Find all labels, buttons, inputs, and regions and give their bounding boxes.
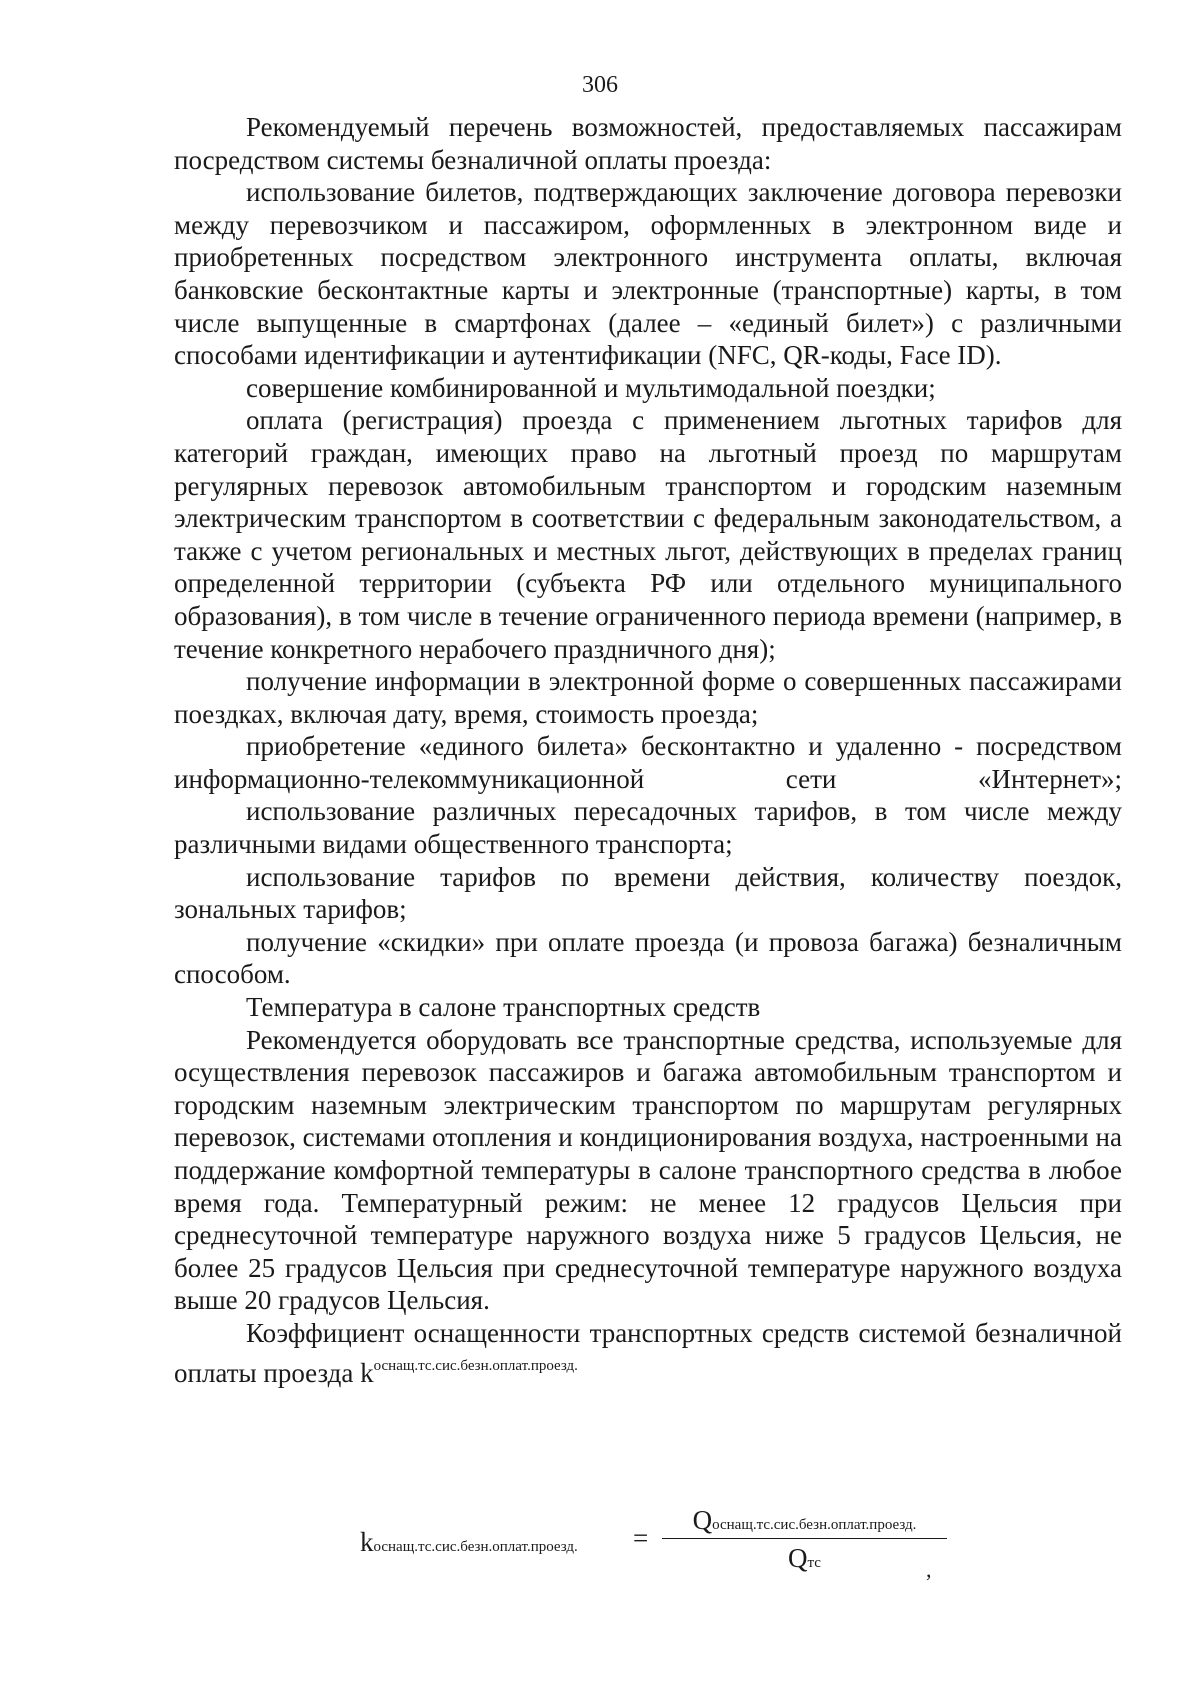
formula-lhs-subscript: оснащ.тс.сис.безн.оплат.проезд. bbox=[373, 1539, 578, 1555]
formula-fraction bbox=[662, 1505, 947, 1574]
formula-denominator-symbol: Q bbox=[788, 1543, 808, 1573]
paragraph-preferential-fares: оплата (регистрация) проезда с применением льготных тарифов для категорий граждан, имеющих право на льготный проезд по маршрутам регулярных перевозок автомобильным транспортом и городским наземным электрическим транспортом в соответствии с федеральным законодательством, а также с учетом региональных и местных льгот, действующих в пределах границ определенной территории (субъекта РФ или отдельного муниципального образования), в том числе в течение ограниченного периода времени (например, в течение конкретного нерабочего праздничного дня); bbox=[174, 405, 1122, 664]
coefficient-symbol: k bbox=[360, 1357, 374, 1388]
section-heading-temperature: Температура в салоне транспортных средств bbox=[246, 992, 761, 1023]
formula-denominator-subscript: тс bbox=[807, 1555, 821, 1571]
body-text bbox=[174, 111, 1122, 1389]
paragraph-discount: получение «скидки» при оплате проезда (и провоза багажа) безналичным способом. bbox=[174, 926, 1122, 990]
coefficient-symbol-subscript: оснащ.тс.сис.безн.оплат.проезд. bbox=[373, 1357, 578, 1374]
formula-denominator bbox=[662, 1543, 947, 1574]
coefficient-formula bbox=[360, 1505, 960, 1585]
paragraph-single-ticket: использование билетов, подтверждающих заключение договора перевозки между перевозчиком и пассажиром, оформленных в электронном виде и приобретенных посредством электронного инструмента оплаты, включая банковские бесконтактные карты и электронные (транспортные) карты, в том числе выпущенные в смартфонах (далее – «единый билет») с различными способами идентификации и аутентификации (NFC, QR-коды, Face ID). bbox=[174, 177, 1122, 371]
paragraph-time-fares: использование тарифов по времени действия, количеству поездок, зональных тарифов; bbox=[174, 861, 1122, 925]
paragraph-remote-purchase: приобретение «единого билета» бесконтактно и удаленно - посредством информационно-телекоммуникационной сети «Интернет»; bbox=[174, 731, 1122, 794]
paragraph-intro: Рекомендуемый перечень возможностей, предоставляемых пассажирам посредством системы безналичной оплаты проезда: bbox=[174, 112, 1122, 175]
page-number: 306 bbox=[582, 72, 618, 98]
paragraph-multimodal: совершение комбинированной и мультимодальной поездки; bbox=[246, 372, 936, 403]
formula-numerator-subscript: оснащ.тс.сис.безн.оплат.проезд. bbox=[712, 1517, 917, 1533]
formula-numerator-symbol: Q bbox=[692, 1505, 713, 1535]
formula-trailing-comma: , bbox=[926, 1557, 932, 1582]
formula-fraction-bar bbox=[662, 1538, 947, 1539]
paragraph-coefficient bbox=[174, 1317, 1122, 1389]
formula-lhs bbox=[360, 1527, 578, 1558]
paragraph-trip-info: получение информации в электронной форме о совершенных пассажирами поездках, включая дату, время, стоимость проезда; bbox=[174, 666, 1122, 729]
paragraph-temperature: Рекомендуется оборудовать все транспортные средства, используемые для осуществления перевозок пассажиров и багажа автомобильным транспортом и городским наземным электрическим транспортом по маршрутам регулярных перевозок, системами отопления и кондиционирования воздуха, настроенными на поддержание комфортной температуры в салоне транспортного средства в любое время года. Температурный режим: не менее 12 градусов Цельсия при среднесуточной температуре наружного воздуха ниже 5 градусов Цельсия, не более 25 градусов Цельсия при среднесуточной температуре наружного воздуха выше 20 градусов Цельсия. bbox=[174, 1024, 1122, 1316]
formula-lhs-symbol: k bbox=[360, 1527, 374, 1557]
formula-numerator bbox=[662, 1505, 947, 1536]
paragraph-transfer-fares: использование различных пересадочных тарифов, в том числе между различными видами общественного транспорта; bbox=[174, 796, 1122, 860]
formula-equals-sign: = bbox=[633, 1523, 649, 1553]
coefficient-text: Коэффициент оснащенности транспортных средств системой безналичной оплаты проезда bbox=[174, 1317, 1122, 1388]
